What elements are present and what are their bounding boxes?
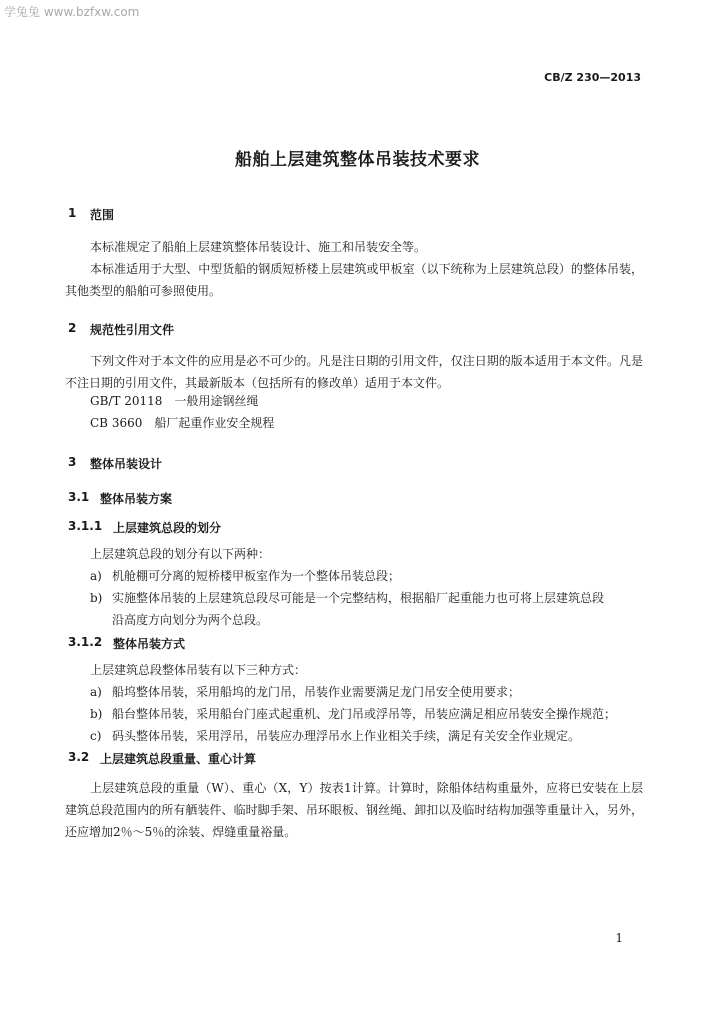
section-3-heading: 整体吊装设计 bbox=[90, 457, 163, 471]
list-label: a) bbox=[90, 569, 102, 583]
list-label: a) bbox=[90, 685, 102, 699]
list-item-3-1-2-a: 船坞整体吊装，采用船坞的龙门吊，吊装作业需要满足龙门吊安全使用要求； bbox=[112, 685, 521, 699]
list-item-3-1-1-b-line-1: 实施整体吊装的上层建筑总段尽可能是一个完整结构，根据船厂起重能力也可将上层建筑总段 bbox=[112, 591, 605, 605]
section-1-paragraph-2: 本标准适用于大型、中型货船的钢质短桥楼上层建筑或甲板室（以下统称为上层建筑总段）的整体吊装，其他类型的船舶可参照使用。 bbox=[65, 262, 643, 298]
section-3-1-number: 3.1 bbox=[68, 490, 90, 504]
section-3-1-1-intro: 上层建筑总段的划分有以下两种： bbox=[90, 547, 271, 561]
section-1-number: 1 bbox=[68, 206, 77, 220]
section-1-paragraph-1: 本标准规定了船舶上层建筑整体吊装设计、施工和吊装安全等。 bbox=[90, 240, 427, 254]
section-1-heading: 范围 bbox=[90, 208, 115, 222]
section-3-1-1-heading: 上层建筑总段的划分 bbox=[113, 521, 222, 535]
section-2-paragraph: 下列文件对于本文件的应用是必不可少的。凡是注日期的引用文件，仅注日期的版本适用于本文件。凡是不注日期的引用文件，其最新版本（包括所有的修改单）适用于本文件。 bbox=[65, 354, 643, 390]
list-item-3-1-2-b: 船台整体吊装，采用船台门座式起重机、龙门吊或浮吊等，吊装应满足相应吊装安全操作规范； bbox=[112, 707, 617, 721]
section-3-2-paragraph: 上层建筑总段的重量（W）、重心（X，Y）按表1计算。计算时，除船体结构重量外，应将已安装在上层建筑总段范围内的所有舾装件、临时脚手架、吊环眼板、钢丝绳、卸扣以及临时结构加强等重量计入，另外，还应增加2％～5％的涂装、焊缝重量裕量。 bbox=[65, 781, 643, 839]
page-title: 船舶上层建筑整体吊装技术要求 bbox=[235, 150, 480, 170]
list-item-3-1-1-b-line-2: 沿高度方向划分为两个总段。 bbox=[112, 613, 269, 627]
watermark: 学兔兔 www.bzfxw.com bbox=[4, 5, 140, 19]
section-3-1-heading: 整体吊装方案 bbox=[100, 492, 173, 506]
section-3-1-1-number: 3.1.1 bbox=[68, 519, 103, 533]
reference-gbt-20118: GB/T 20118 一般用途钢丝绳 bbox=[90, 394, 259, 408]
list-item-3-1-1-a: 机舱棚可分离的短桥楼甲板室作为一个整体吊装总段； bbox=[112, 569, 401, 583]
list-label: c) bbox=[90, 729, 102, 743]
list-label: b) bbox=[90, 591, 103, 605]
reference-cb-3660: CB 3660 船厂起重作业安全规程 bbox=[90, 416, 275, 430]
list-item-3-1-2-c: 码头整体吊装，采用浮吊，吊装应办理浮吊水上作业相关手续，满足有关安全作业规定。 bbox=[112, 729, 581, 743]
list-label: b) bbox=[90, 707, 103, 721]
page-number: 1 bbox=[615, 931, 623, 945]
document-number: CB/Z 230—2013 bbox=[544, 71, 641, 84]
section-2-heading: 规范性引用文件 bbox=[90, 323, 175, 337]
section-3-2-number: 3.2 bbox=[68, 750, 90, 764]
section-2-number: 2 bbox=[68, 321, 77, 335]
section-3-2-heading: 上层建筑总段重量、重心计算 bbox=[100, 752, 257, 766]
section-3-1-2-number: 3.1.2 bbox=[68, 635, 103, 649]
section-3-1-2-heading: 整体吊装方式 bbox=[113, 637, 186, 651]
section-3-number: 3 bbox=[68, 455, 77, 469]
section-3-1-2-intro: 上层建筑总段整体吊装有以下三种方式： bbox=[90, 663, 307, 677]
